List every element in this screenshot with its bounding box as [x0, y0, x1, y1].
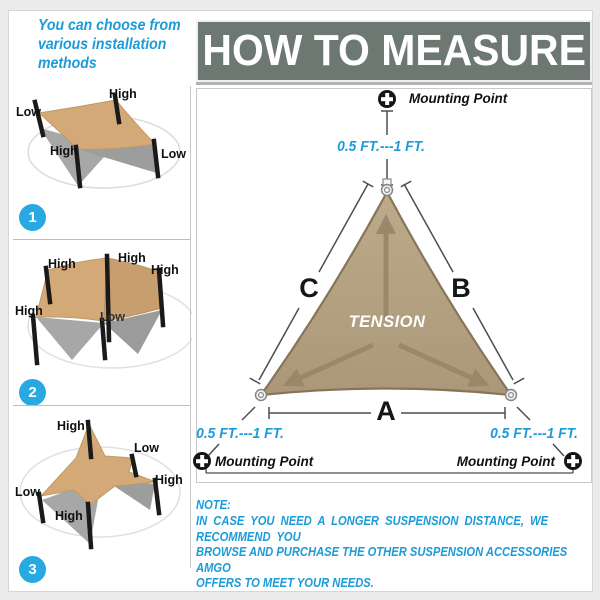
height-label: Low: [161, 147, 186, 161]
height-label: Low: [134, 441, 159, 455]
left-distance-label: 0.5 FT.---1 FT.: [196, 425, 284, 442]
title-bar: [196, 20, 592, 82]
sidebar-main-divider: [190, 86, 191, 568]
height-label: High: [109, 87, 137, 101]
method-2-badge: 2: [19, 379, 46, 406]
side-a-label: A: [376, 396, 396, 426]
height-label: High: [15, 304, 43, 318]
note-line: OFFERS TO MEET YOUR NEEDS.: [196, 575, 374, 590]
screw-icon: [193, 452, 211, 470]
method-1-badge: 1: [19, 204, 46, 231]
note-section: [196, 497, 594, 591]
height-label: High: [55, 509, 83, 523]
top-mounting-point-label: Mounting Point: [409, 91, 508, 106]
sidebar-divider: [13, 405, 190, 406]
note-line: BROWSE AND PURCHASE THE OTHER SUSPENSION ACCESSORIES AMGO: [196, 544, 568, 575]
height-label: High: [50, 144, 78, 158]
height-label: High: [48, 257, 76, 271]
height-label: Low: [16, 105, 41, 119]
height-label: Low: [15, 485, 40, 499]
side-b-label: B: [451, 273, 471, 303]
note-line: IN CASE YOU NEED A LONGER SUSPENSION DISTANCE, WE RECOMMEND YOU: [196, 513, 549, 544]
height-label: High: [57, 419, 85, 433]
screw-icon: [378, 90, 396, 108]
height-label: Low: [100, 310, 125, 324]
right-distance-label: 0.5 FT.---1 FT.: [490, 425, 578, 442]
height-label: High: [155, 473, 183, 487]
top-distance-label: 0.5 FT.---1 FT.: [337, 138, 425, 155]
height-label: High: [118, 251, 146, 265]
measure-diagram-box: [196, 88, 592, 483]
right-mounting-point-label: Mounting Point: [456, 454, 555, 469]
left-mounting-point-label: Mounting Point: [215, 454, 314, 469]
sidebar-divider: [13, 239, 190, 240]
method-3-badge: 3: [19, 556, 46, 583]
sidebar-intro-text: You can choose from various installation methods: [38, 17, 181, 72]
page-title: HOW TO MEASURE: [202, 26, 586, 75]
tension-label: TENSION: [348, 313, 426, 331]
side-c-label: C: [299, 273, 319, 303]
note-heading: NOTE:: [196, 497, 231, 512]
height-label: High: [151, 263, 179, 277]
installation-method-1-illustration: [12, 86, 192, 200]
screw-icon: [564, 452, 582, 470]
